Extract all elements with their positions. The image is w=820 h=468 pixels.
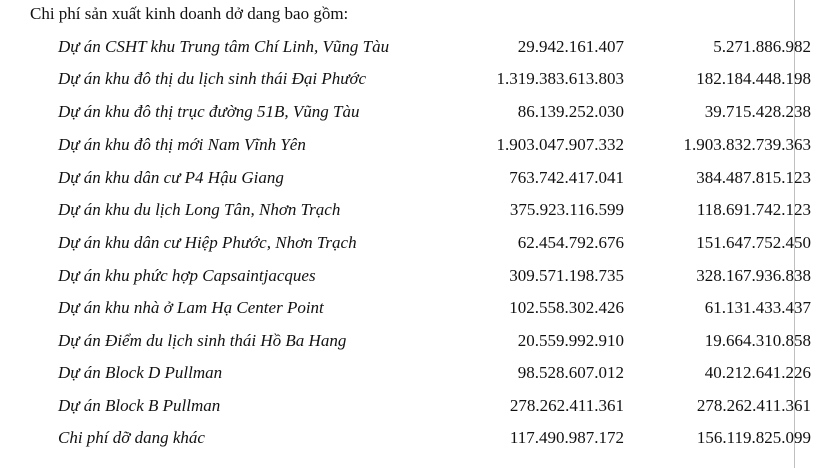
row-value-current: 98.528.607.012 (517, 363, 624, 382)
table-row (0, 200, 820, 232)
table-row (0, 102, 820, 134)
row-label: Dự án Điểm du lịch sinh thái Hồ Ba Hang (58, 331, 347, 350)
row-value-current: 102.558.302.426 (509, 298, 624, 317)
row-label: Dự án khu đô thị du lịch sinh thái Đại Phước (58, 69, 367, 88)
row-label: Dự án Block D Pullman (58, 363, 223, 382)
row-label: Dự án khu du lịch Long Tân, Nhơn Trạch (58, 200, 341, 219)
row-value-current: 278.262.411.361 (509, 396, 624, 415)
table-row (0, 266, 820, 298)
row-value-prior: 384.487.815.123 (696, 168, 811, 187)
table-row (0, 363, 820, 395)
row-value-prior: 328.167.936.838 (696, 266, 811, 285)
row-value-current: 86.139.252.030 (517, 102, 624, 121)
row-value-prior: 182.184.448.198 (696, 69, 811, 88)
table-row (0, 233, 820, 265)
row-value-current: 1.319.383.613.803 (496, 69, 624, 88)
table-row (0, 428, 820, 460)
table-row (0, 168, 820, 200)
row-label: Dự án khu nhà ở Lam Hạ Center Point (58, 298, 324, 317)
row-value-prior: 118.691.742.123 (696, 200, 811, 219)
row-value-prior: 40.212.641.226 (704, 363, 811, 382)
row-value-current: 309.571.198.735 (509, 266, 624, 285)
table-row (0, 331, 820, 363)
row-value-current: 763.742.417.041 (509, 168, 624, 187)
row-label: Dự án khu đô thị mới Nam Vĩnh Yên (58, 135, 306, 154)
row-value-prior: 61.131.433.437 (704, 298, 811, 317)
row-label: Dự án khu dân cư Hiệp Phước, Nhơn Trạch (58, 233, 357, 252)
row-value-current: 1.903.047.907.332 (496, 135, 624, 154)
row-label: Chi phí dỡ dang khác (58, 428, 205, 447)
table-row (0, 69, 820, 101)
row-value-current: 375.923.116.599 (509, 200, 624, 219)
table-row (0, 135, 820, 167)
row-value-current: 117.490.987.172 (509, 428, 624, 447)
row-value-prior: 5.271.886.982 (713, 37, 811, 56)
row-label: Dự án khu đô thị trục đường 51B, Vũng Tàu (58, 102, 360, 121)
row-value-prior: 39.715.428.238 (704, 102, 811, 121)
row-value-current: 62.454.792.676 (517, 233, 624, 252)
table-row (0, 396, 820, 428)
table-row (0, 298, 820, 330)
row-value-prior: 151.647.752.450 (696, 233, 811, 252)
row-value-current: 20.559.992.910 (517, 331, 624, 350)
row-value-prior: 1.903.832.739.363 (683, 135, 811, 154)
table-row (0, 37, 820, 69)
section-heading: Chi phí sản xuất kinh doanh dở dang bao gồm: (30, 4, 349, 23)
row-label: Dự án khu dân cư P4 Hậu Giang (58, 168, 284, 187)
row-value-prior: 278.262.411.361 (696, 396, 811, 415)
row-label: Dự án Block B Pullman (58, 396, 221, 415)
row-label: Dự án khu phức hợp Capsaintjacques (58, 266, 316, 285)
row-label: Dự án CSHT khu Trung tâm Chí Linh, Vũng Tàu (58, 37, 390, 56)
row-value-current: 29.942.161.407 (517, 37, 624, 56)
row-value-prior: 156.119.825.099 (696, 428, 811, 447)
row-value-prior: 19.664.310.858 (704, 331, 811, 350)
